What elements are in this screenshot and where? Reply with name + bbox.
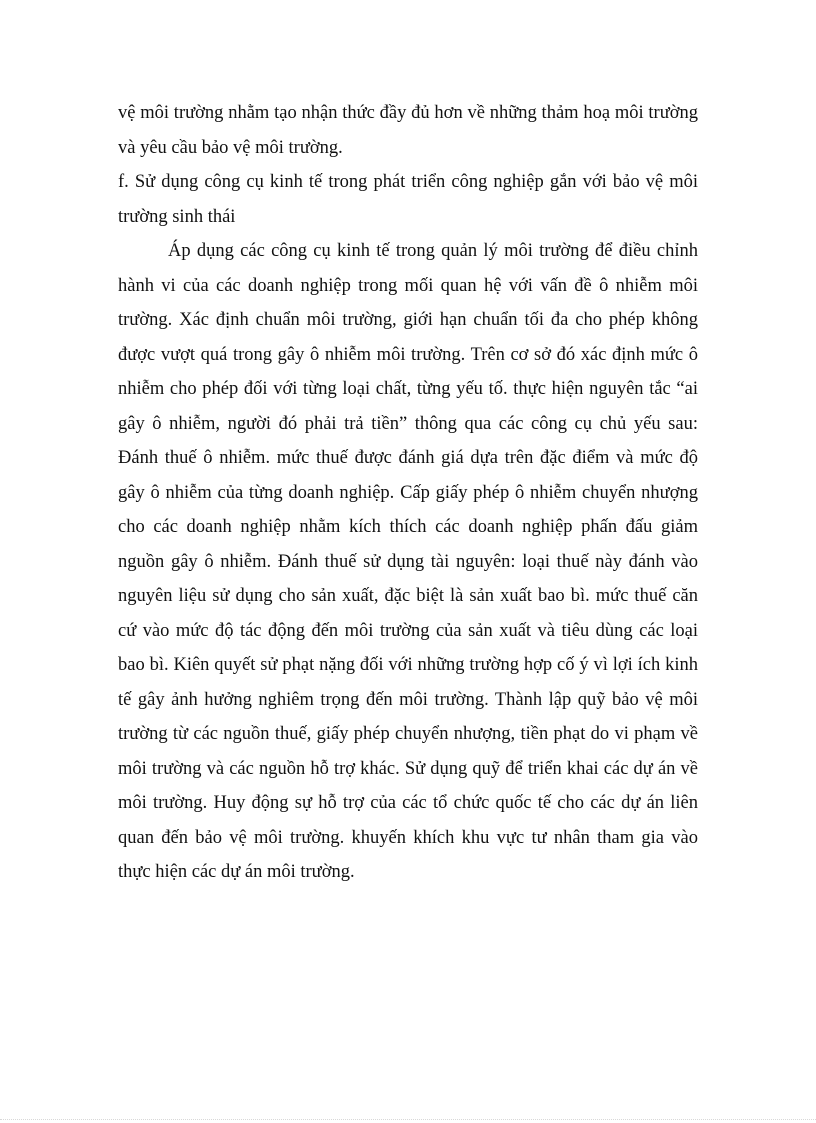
document-body <box>118 96 698 890</box>
page-bottom-divider <box>0 1119 816 1120</box>
paragraph-intro-continuation: vệ môi trường nhằm tạo nhận thức đầy đủ hơn về những thảm hoạ môi trường và yêu cầu bảo vệ môi trường. <box>118 103 698 158</box>
paragraph-section-f-body: Áp dụng các công cụ kinh tế trong quản lý môi trường để điều chỉnh hành vi của các doanh nghiệp trong mối quan hệ với vấn đề ô nhiễm môi trường. Xác định chuẩn môi trường, giới hạn chuẩn tối đa cho phép không được vượt quá trong gây ô nhiễm môi trường. Trên cơ sở đó xác định mức ô nhiễm cho phép đối với từng loại chất, từng yếu tố. thực hiện nguyên tắc “ai gây ô nhiễm, người đó phải trả tiền” thông qua các công cụ chủ yếu sau: Đánh thuế ô nhiễm. mức thuế được đánh giá dựa trên đặc điểm và mức độ gây ô nhiễm của từng doanh nghiệp. Cấp giấy phép ô nhiễm chuyển nhượng cho các doanh nghiệp nhằm kích thích các doanh nghiệp phấn đấu giảm nguồn gây ô nhiễm. Đánh thuế sử dụng tài nguyên: loại thuế này đánh vào nguyên liệu sử dụng cho sản xuất, đặc biệt là sản xuất bao bì. mức thuế căn cứ vào mức độ tác động đến môi trường của sản xuất và tiêu dùng các loại bao bì. Kiên quyết sử phạt nặng đối với những trường hợp cố ý vì lợi ích kinh tế gây ảnh hưởng nghiêm trọng đến môi trường. Thành lập quỹ bảo vệ môi trường từ các nguồn thuế, giấy phép chuyển nhượng, tiền phạt do vi phạm về môi trường và các nguồn hỗ trợ khác. Sử dụng quỹ để triển khai các dự án về môi trường. Huy động sự hỗ trợ của các tổ chức quốc tế cho các dự án liên quan đến bảo vệ môi trường. khuyến khích khu vực tư nhân tham gia vào thực hiện các dự án môi trường. <box>118 241 698 882</box>
section-f-heading: f. Sử dụng công cụ kinh tế trong phát triển công nghiệp gắn với bảo vệ môi trường sinh thái <box>118 172 698 227</box>
